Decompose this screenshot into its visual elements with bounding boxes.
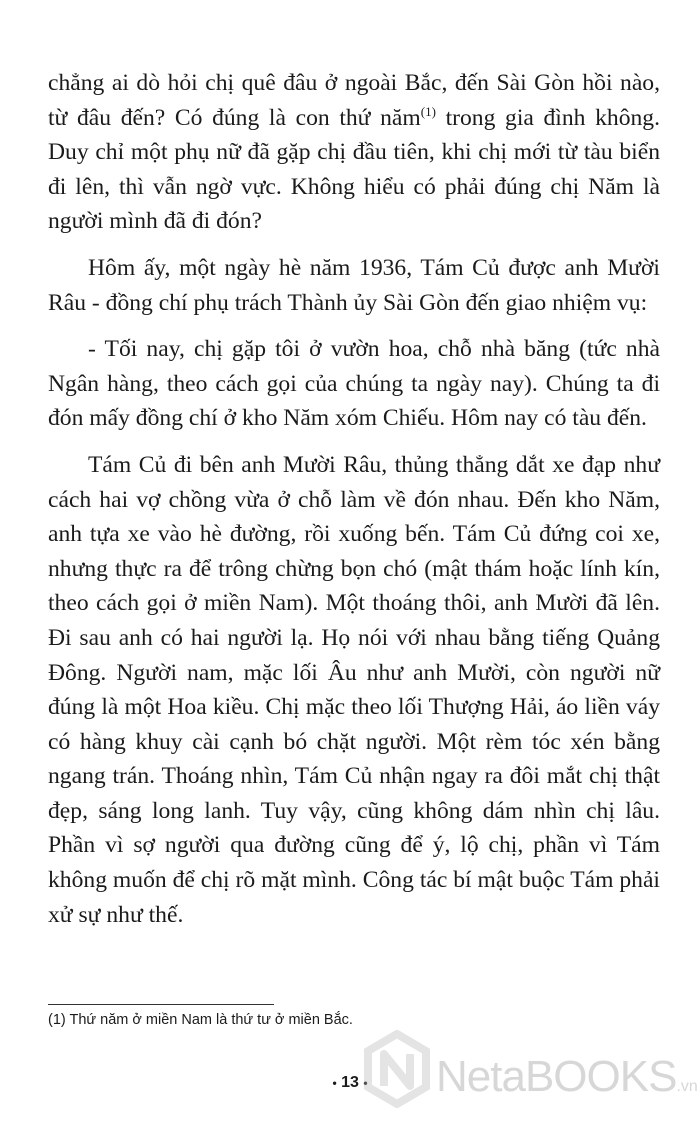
paragraph-1-text-end: trong gia đình không. Duy chỉ một phụ nữ đã gặp chị đầu tiên, khi chị mới từ tàu biển đi lên, thì vẫn ngờ vực. Không hiểu có phải đúng chị Năm là người mình đã đi đón? — [48, 104, 660, 235]
page-number-value: 13 — [341, 1074, 359, 1091]
footnote: (1) Thứ năm ở miền Nam là thứ tư ở miền Bắc. — [48, 1012, 353, 1028]
body-text — [48, 66, 660, 932]
paragraph-3: - Tối nay, chị gặp tôi ở vườn hoa, chỗ nhà băng (tức nhà Ngân hàng, theo cách gọi của chúng ta ngày nay). Chúng ta đi đón mấy đồng chí ở kho Năm xóm Chiếu. Hôm nay có tàu đến. — [48, 336, 660, 432]
paragraph-1-text-start: chẳng ai dò hỏi chị quê đâu ở ngoài Bắc, đến Sài Gòn hồi nào, từ đâu đến? Có đúng là con thứ năm — [48, 70, 660, 131]
watermark-suffix: .vn — [676, 1078, 698, 1095]
paragraph-4: Tám Củ đi bên anh Mười Râu, thủng thẳng dắt xe đạp như cách hai vợ chồng vừa ở chỗ làm về đón nhau. Đến kho Năm, anh tựa xe vào hè đường, rồi xuống bến. Tám Củ đứng coi xe, nhưng thực ra để trông chừng bọn chó (mật thám hoặc lính kín, theo cách gọi ở miền Nam). Một thoáng thôi, anh Mười đã lên. Đi sau anh có hai người lạ. Họ nói với nhau bằng tiếng Quảng Đông. Người nam, mặc lối Âu như anh Mười, còn người nữ đúng là một Hoa kiều. Chị mặc theo lối Thượng Hải, áo liền váy có hàng khuy cài cạnh bó chặt người. Một rèm tóc xén bằng ngang trán. Thoáng nhìn, Tám Củ nhận ngay ra đôi mắt chị thật đẹp, sáng long lanh. Tuy vậy, cũng không dám nhìn chị lâu. Phần vì sợ người qua đường cũng để ý, lộ chị, phần vì Tám không muốn để chị rõ mặt mình. Công tác bí mật buộc Tám phải xử sự như thế. — [48, 451, 660, 928]
page-number-bullet-left: • — [332, 1075, 337, 1090]
watermark-brand: NetaBOOKS — [436, 1052, 677, 1101]
footnote-reference: (1) — [420, 103, 436, 119]
neta-n-hexagon-icon — [362, 1030, 432, 1108]
watermark-text — [436, 1052, 698, 1102]
footnote-divider — [48, 1004, 274, 1005]
paragraph-2: Hôm ấy, một ngày hè năm 1936, Tám Củ được anh Mười Râu - đồng chí phụ trách Thành ủy Sài Gòn đến giao nhiệm vụ: — [48, 254, 660, 316]
paragraph-1 — [48, 66, 660, 239]
watermark — [362, 1022, 698, 1114]
page-number-bullet-right: • — [363, 1075, 368, 1090]
